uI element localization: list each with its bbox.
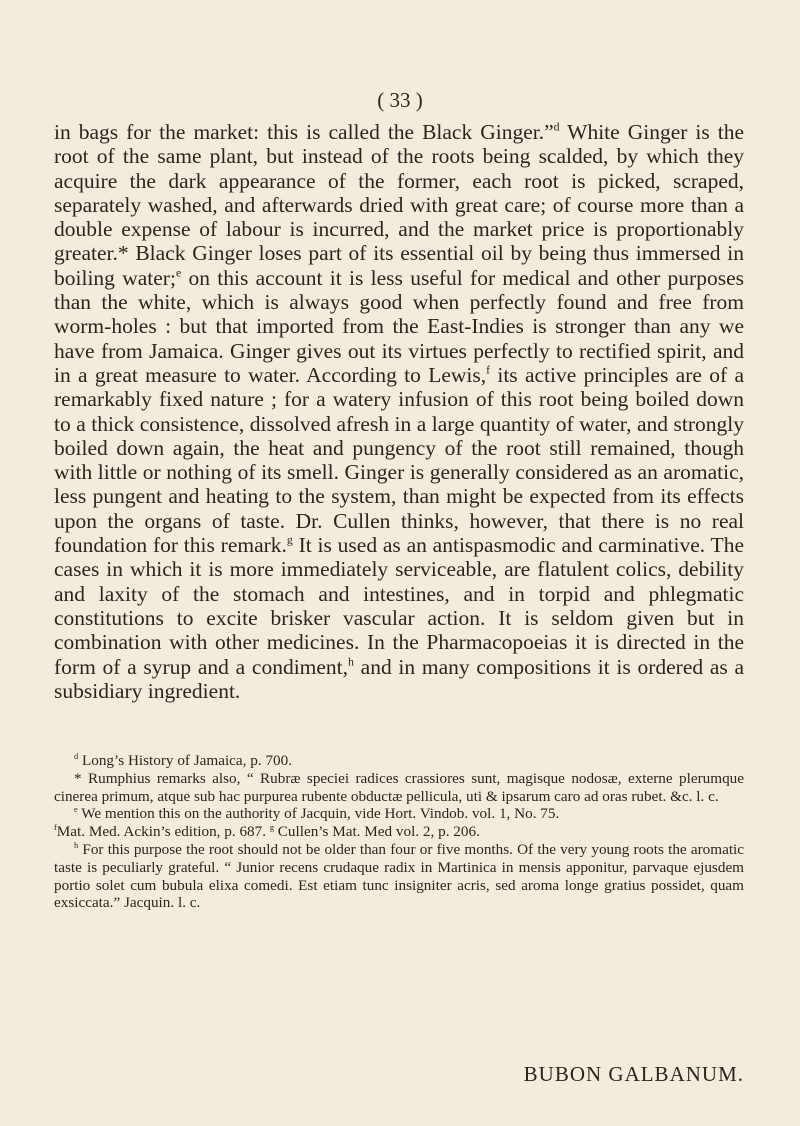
footnote-mark: e	[74, 805, 78, 815]
footnote-ref-g: g	[286, 532, 293, 547]
text-segment: and in many compositions it is ordered as a subsidiary ingredient.	[54, 654, 744, 703]
footnotes	[54, 752, 744, 912]
footnote-text: * Rumphius remarks also, “ Rubræ speciei radices crassiores sunt, magisque nodosæ, externe plerumque cinerea primum, atque sub hac purpurea rubente obductæ pellicula, uti & ipsarum caro ad oras rubet. &c. l. c.	[54, 769, 744, 805]
footnote-h	[54, 841, 744, 912]
text-segment: on this account it is less useful for medical and other purposes than the white, which is always good when perfectly found and free from worm-holes : but that imported from the East-Indies is stronger than any we have from Jamaica. Ginger gives out its virtues perfectly to rectified spirit, and in a great measure to water. According to Lewis,	[54, 265, 744, 387]
catchword: BUBON GALBANUM.	[523, 1062, 744, 1086]
footnote-text: Long’s History of Jamaica, p. 700.	[78, 752, 293, 769]
main-text	[54, 120, 744, 703]
text-segment: It is used as an antispasmodic and carminative. The cases in which it is more immediately serviceable, are flatulent colics, debility and laxity of the stomach and intestines, and in torpid and phlegmatic constitutions to excite brisker vascular action. It is seldom given but in combination with other medicines. In the Pharmacopoeias it is directed in the form of a syrup and a condiment,	[54, 533, 744, 679]
footnote-star	[54, 770, 744, 806]
footnote-mark: g	[269, 823, 274, 833]
footnote-text: For this purpose the root should not be older than four or five months. Of the very young roots the aromatic taste is peculiarly grateful. “ Junior recens crudaque radix in Martinica in mensis apponitur, parvaque ejusdem portio solet cum bubula elixa comedi. Est etiam tunc insigniter acris, sed aroma longe gratius possidet, quam exsiccata.” Jacquin. l. c.	[54, 840, 744, 912]
body-paragraph	[54, 120, 744, 703]
page-number: ( 33 )	[377, 88, 423, 112]
footnote-mark: h	[74, 841, 79, 851]
footnote-e	[54, 805, 744, 823]
footnote-text: We mention this on the authority of Jacquin, vide Hort. Vindob. vol. 1, No. 75.	[77, 805, 560, 823]
text-segment: in bags for the market: this is called the Black Ginger.”	[54, 120, 554, 144]
text-segment: its active principles are of a remarkably fixed nature ; for a watery infusion of this root being boiled down to a thick consistence, dissolved afresh in a large quantity of water, and strongly boiled down again, the heat and pungency of the root still remained, though with little or nothing of its smell. Ginger is generally considered as an aromatic, less pungent and heating to the system, than might be expected from its effects upon the organs of taste. Dr. Cullen thinks, however, that there is no real foundation for this remark.	[54, 362, 744, 558]
footnote-f-g	[54, 823, 744, 841]
footnote-d	[54, 752, 744, 770]
footnote-ref-f: f	[486, 362, 491, 377]
footnote-mark: f	[54, 823, 57, 833]
footnote-mark: d	[74, 752, 79, 762]
footnote-ref-e: e	[175, 265, 182, 280]
text-segment: White Ginger is the root of the same plant, but instead of the roots being scalded, by which they acquire the dark appearance of the former, each root is picked, scraped, separately washed, and afterwards dried with great care; of course more than a double expense of labour is incurred, and the market price is proportionably greater.* Black Ginger loses part of its essential oil by being thus immersed in boiling water;	[54, 120, 744, 290]
footnote-ref-h: h	[348, 654, 354, 669]
footnote-text: Cullen’s Mat. Med vol. 2, p. 206.	[274, 823, 480, 841]
footnote-ref-d: d	[553, 119, 560, 134]
footnote-text: Mat. Med. Ackin’s edition, p. 687.	[56, 823, 267, 841]
